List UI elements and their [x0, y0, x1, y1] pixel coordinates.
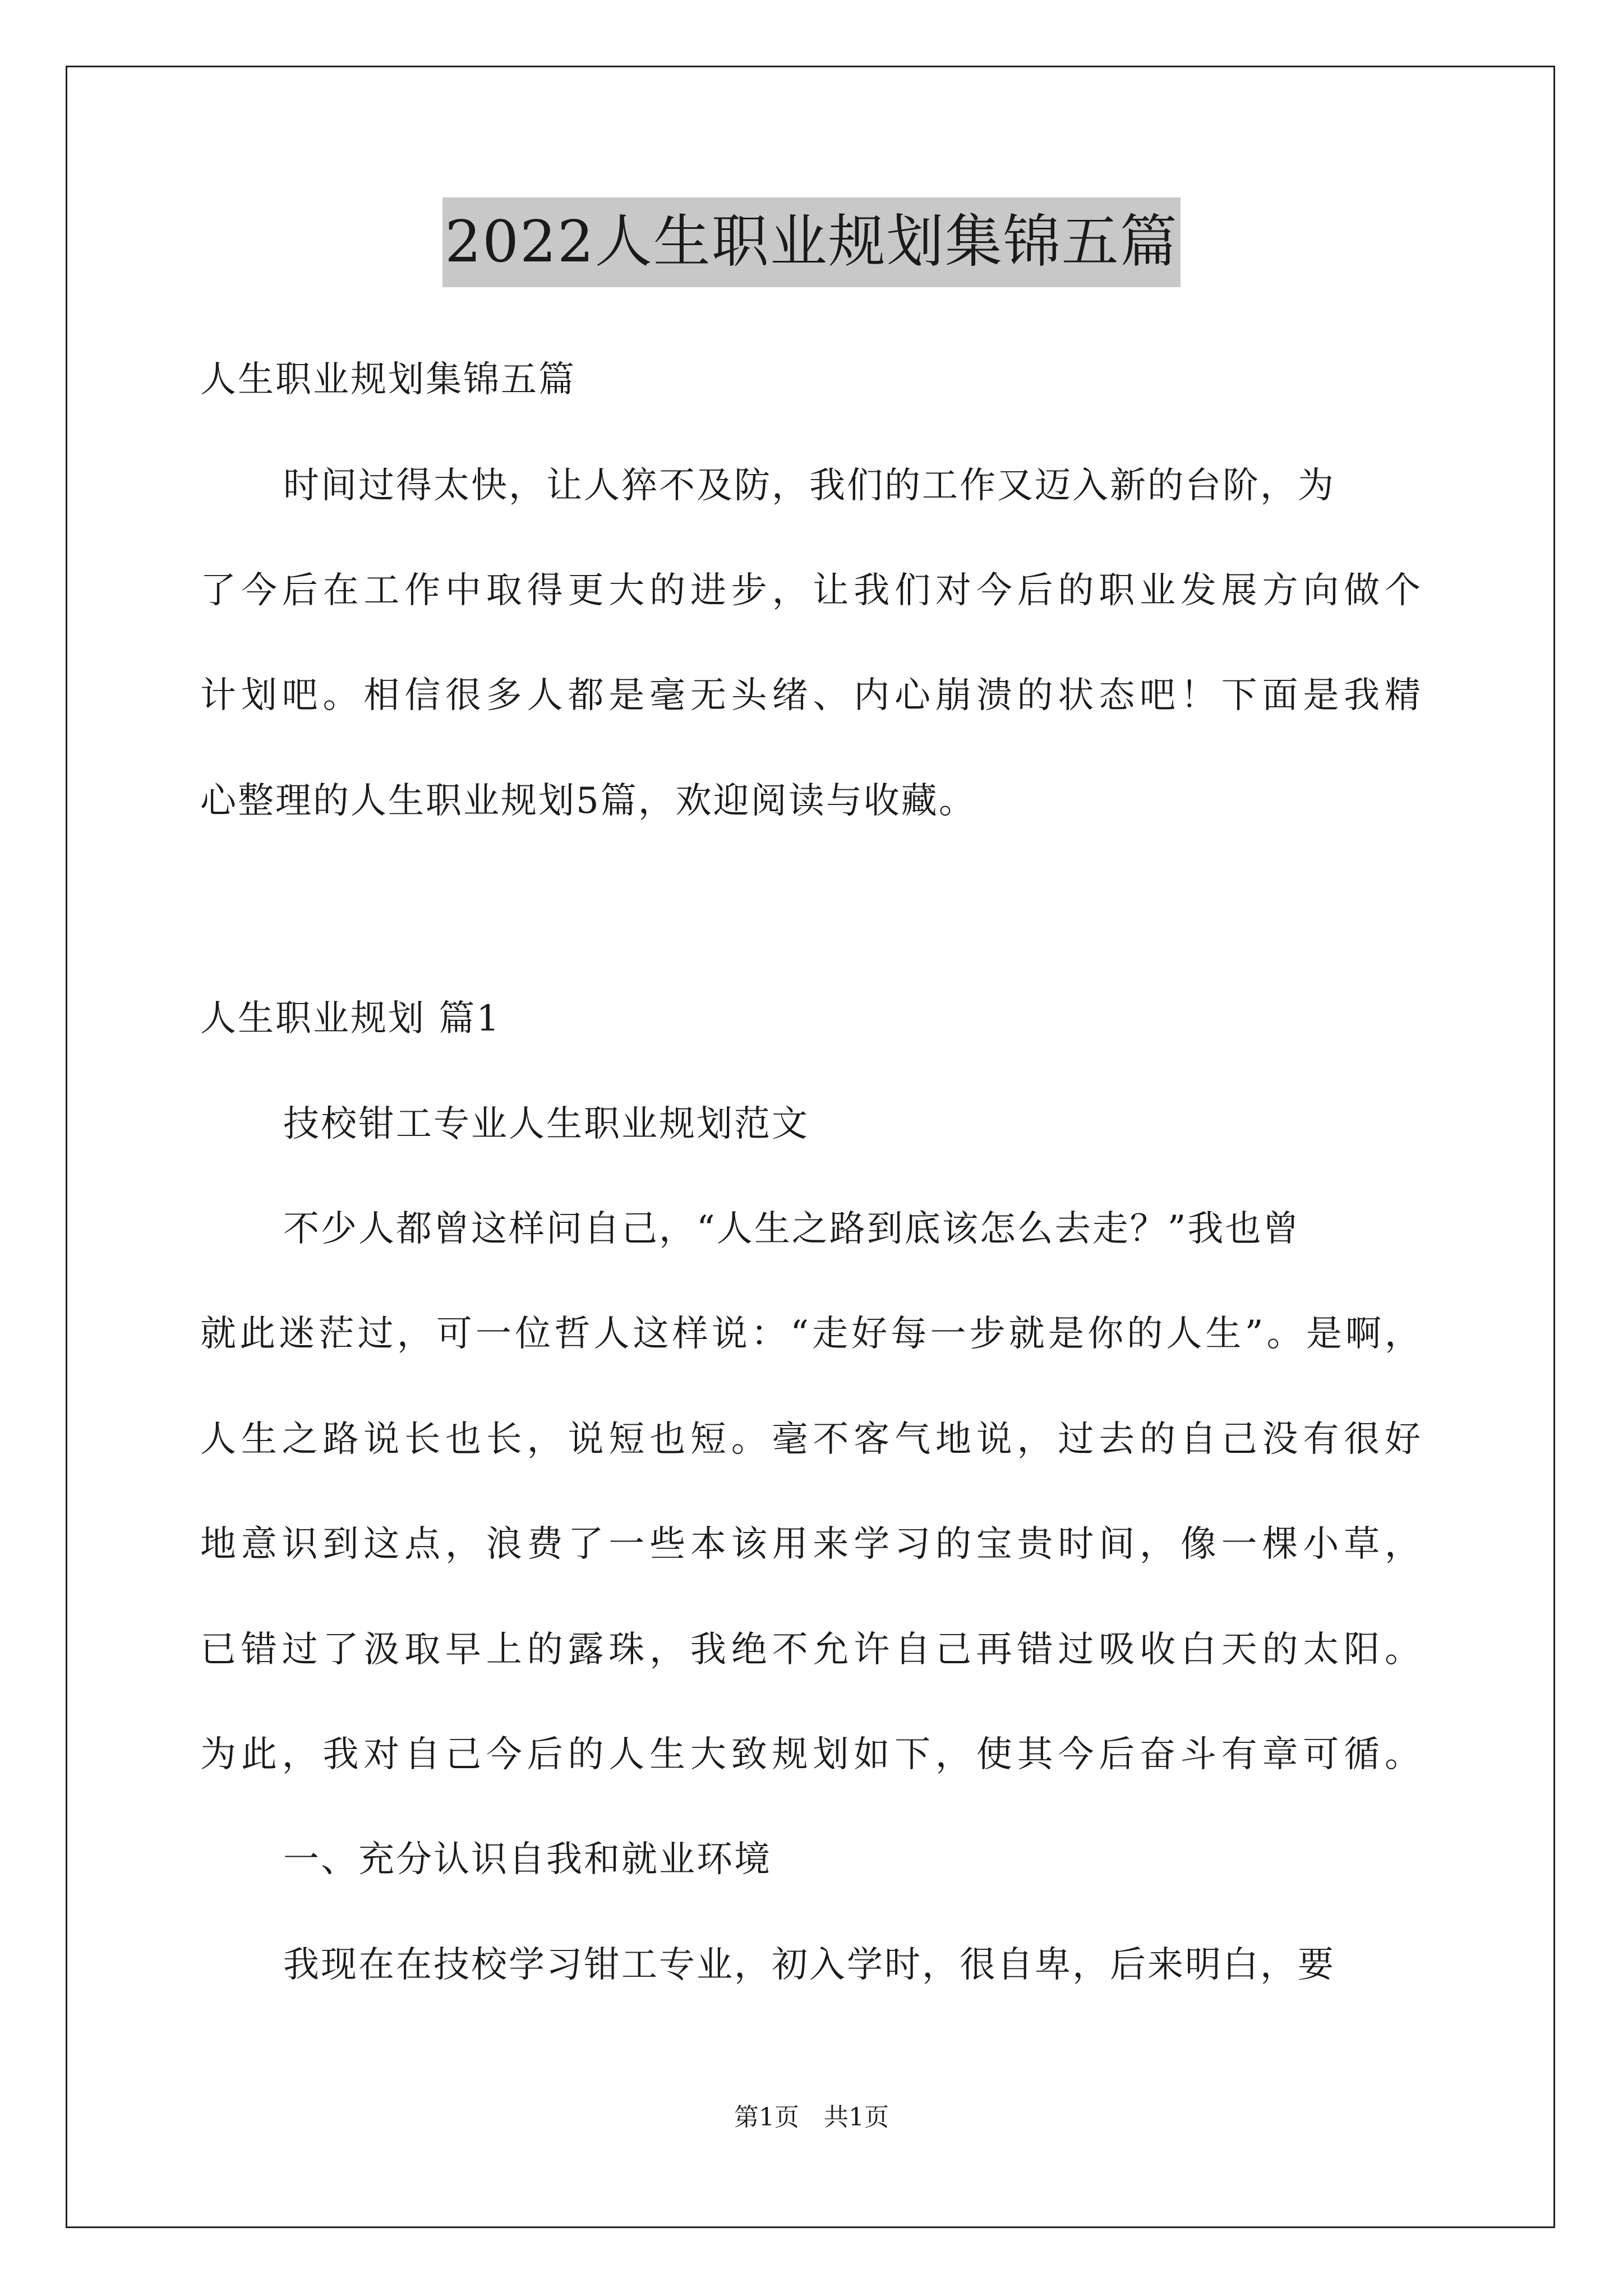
- paragraph-line: 计划吧。相信很多人都是毫无头绪、内心崩溃的状态吧！下面是我精: [200, 675, 1423, 716]
- paragraph-line: 已错过了汲取早上的露珠，我绝不允许自己再错过吸收白天的太阳。: [200, 1629, 1423, 1671]
- document-title: 2022人生职业规划集锦五篇: [442, 197, 1181, 287]
- paragraph-line: 不少人都曾这样问自己，“人生之路到底该怎么去走？”我也曾: [283, 1208, 1301, 1250]
- page-footer: 第1页 共1页: [734, 2103, 889, 2132]
- subtitle-line: 人生职业规划集锦五篇: [200, 359, 576, 401]
- paragraph-line: 时间过得太快，让人猝不及防，我们的工作又迈入新的台阶，为: [283, 465, 1335, 507]
- section-heading: 人生职业规划 篇1: [200, 998, 501, 1039]
- paragraph-line: 为此，我对自己今后的人生大致规划如下，使其今后奋斗有章可循。: [200, 1734, 1423, 1775]
- paragraph-line: 我现在在技校学习钳工专业，初入学时，很自卑，后来明白，要: [283, 1944, 1335, 1986]
- subsection-heading: 一、充分认识自我和就业环境: [283, 1839, 772, 1880]
- paragraph-line: 了今后在工作中取得更大的进步，让我们对今后的职业发展方向做个: [200, 570, 1423, 611]
- paragraph-line: 心整理的人生职业规划5篇，欢迎阅读与收藏。: [200, 780, 976, 822]
- title-container: [0, 197, 1623, 287]
- paragraph-line: 就此迷茫过，可一位哲人这样说：“走好每一步就是你的人生”。是啊，: [200, 1313, 1423, 1355]
- paragraph-line: 地意识到这点，浪费了一些本该用来学习的宝贵时间，像一棵小草，: [200, 1524, 1423, 1565]
- paragraph-line: 人生之路说长也长，说短也短。毫不客气地说，过去的自己没有很好: [200, 1419, 1423, 1460]
- article-title-line: 技校钳工专业人生职业规划范文: [283, 1103, 809, 1145]
